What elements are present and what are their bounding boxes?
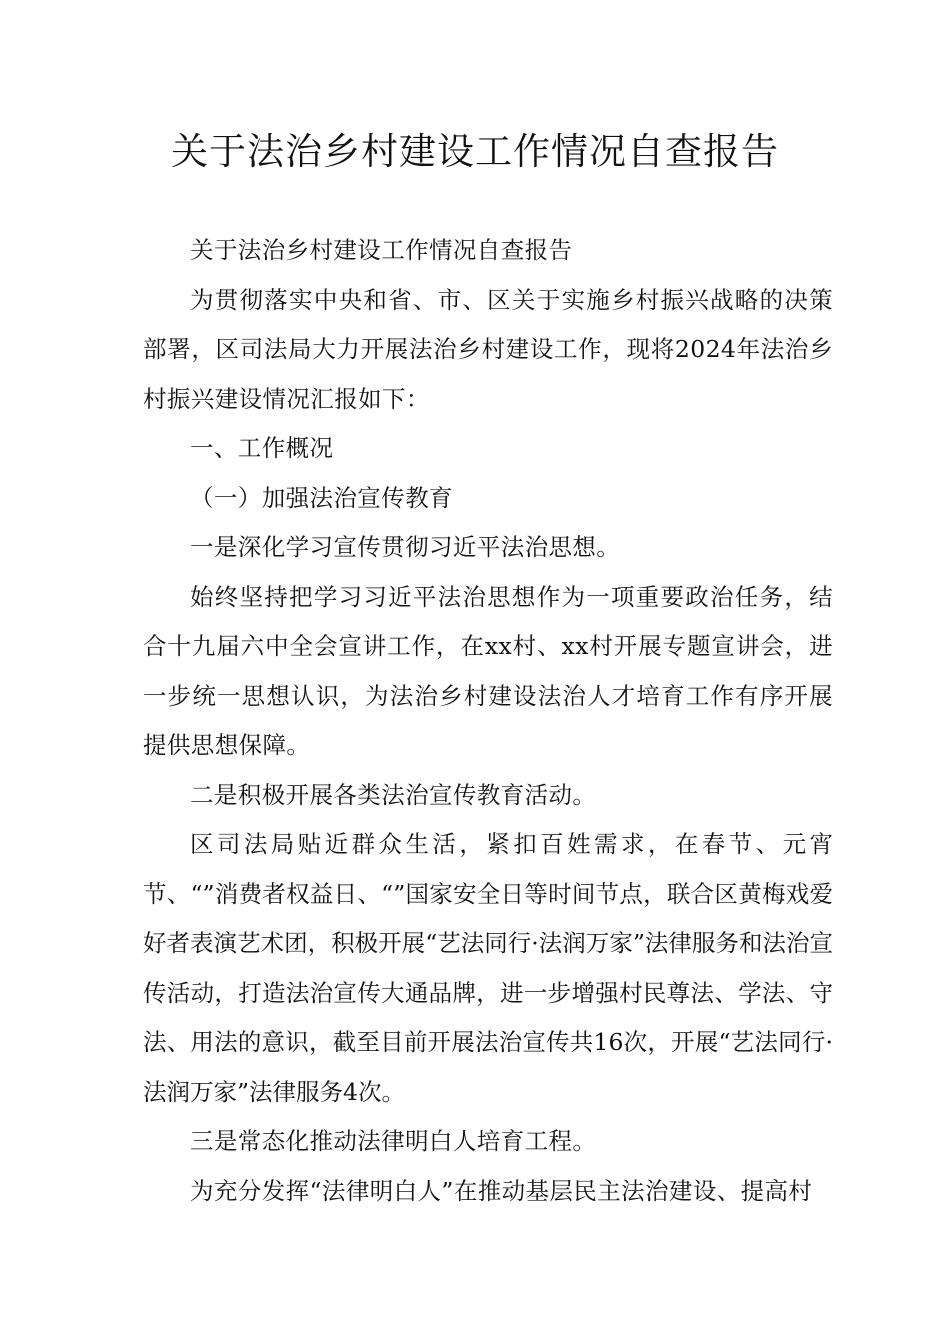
point-heading-1: 一是深化学习宣传贯彻习近平法治思想。 [190, 533, 621, 561]
paragraph-intro: 为贯彻落实中央和省、市、区关于实施乡村振兴战略的决策部署，区司法局大力开展法治乡村建设工作，现将2024年法治乡村振兴建设情况汇报如下： [143, 285, 833, 413]
document-title: 关于法治乡村建设工作情况自查报告 [171, 130, 779, 173]
document-body [143, 226, 833, 1216]
section-heading-1: 一、工作概况 [190, 434, 334, 462]
point-heading-2: 二是积极开展各类法治宣传教育活动。 [190, 780, 597, 809]
subsection-heading-1: （一）加强法治宣传教育 [190, 483, 453, 512]
paragraph-point-2: 区司法局贴近群众生活，紧扣百姓需求，在春节、元宵节、“”消费者权益日、“”国家安全日等时间节点，联合区黄梅戏爱好者表演艺术团，积极开展“艺法同行·法润万家”法律服务和法治宣传活动，打造法治宣传大通品牌，进一步增强村民尊法、学法、守法、用法的意识，截至目前开展法治宣传共16次，开展“艺法同行·法润万家”法律服务4次。 [143, 830, 833, 1106]
paragraph-subtitle: 关于法治乡村建设工作情况自查报告 [190, 236, 573, 264]
paragraph-point-3: 为充分发挥“法律明白人”在推动基层民主法治建设、提高村 [190, 1176, 813, 1205]
paragraph-point-1: 始终坚持把学习习近平法治思想作为一项重要政治任务，结合十九届六中全会宣讲工作，在xx村、xx村开展专题宣讲会，进一步统一思想认识，为法治乡村建设法治人才培育工作有序开展提供思想保障。 [143, 582, 833, 759]
point-heading-3: 三是常态化推动法律明白人培育工程。 [190, 1127, 597, 1155]
